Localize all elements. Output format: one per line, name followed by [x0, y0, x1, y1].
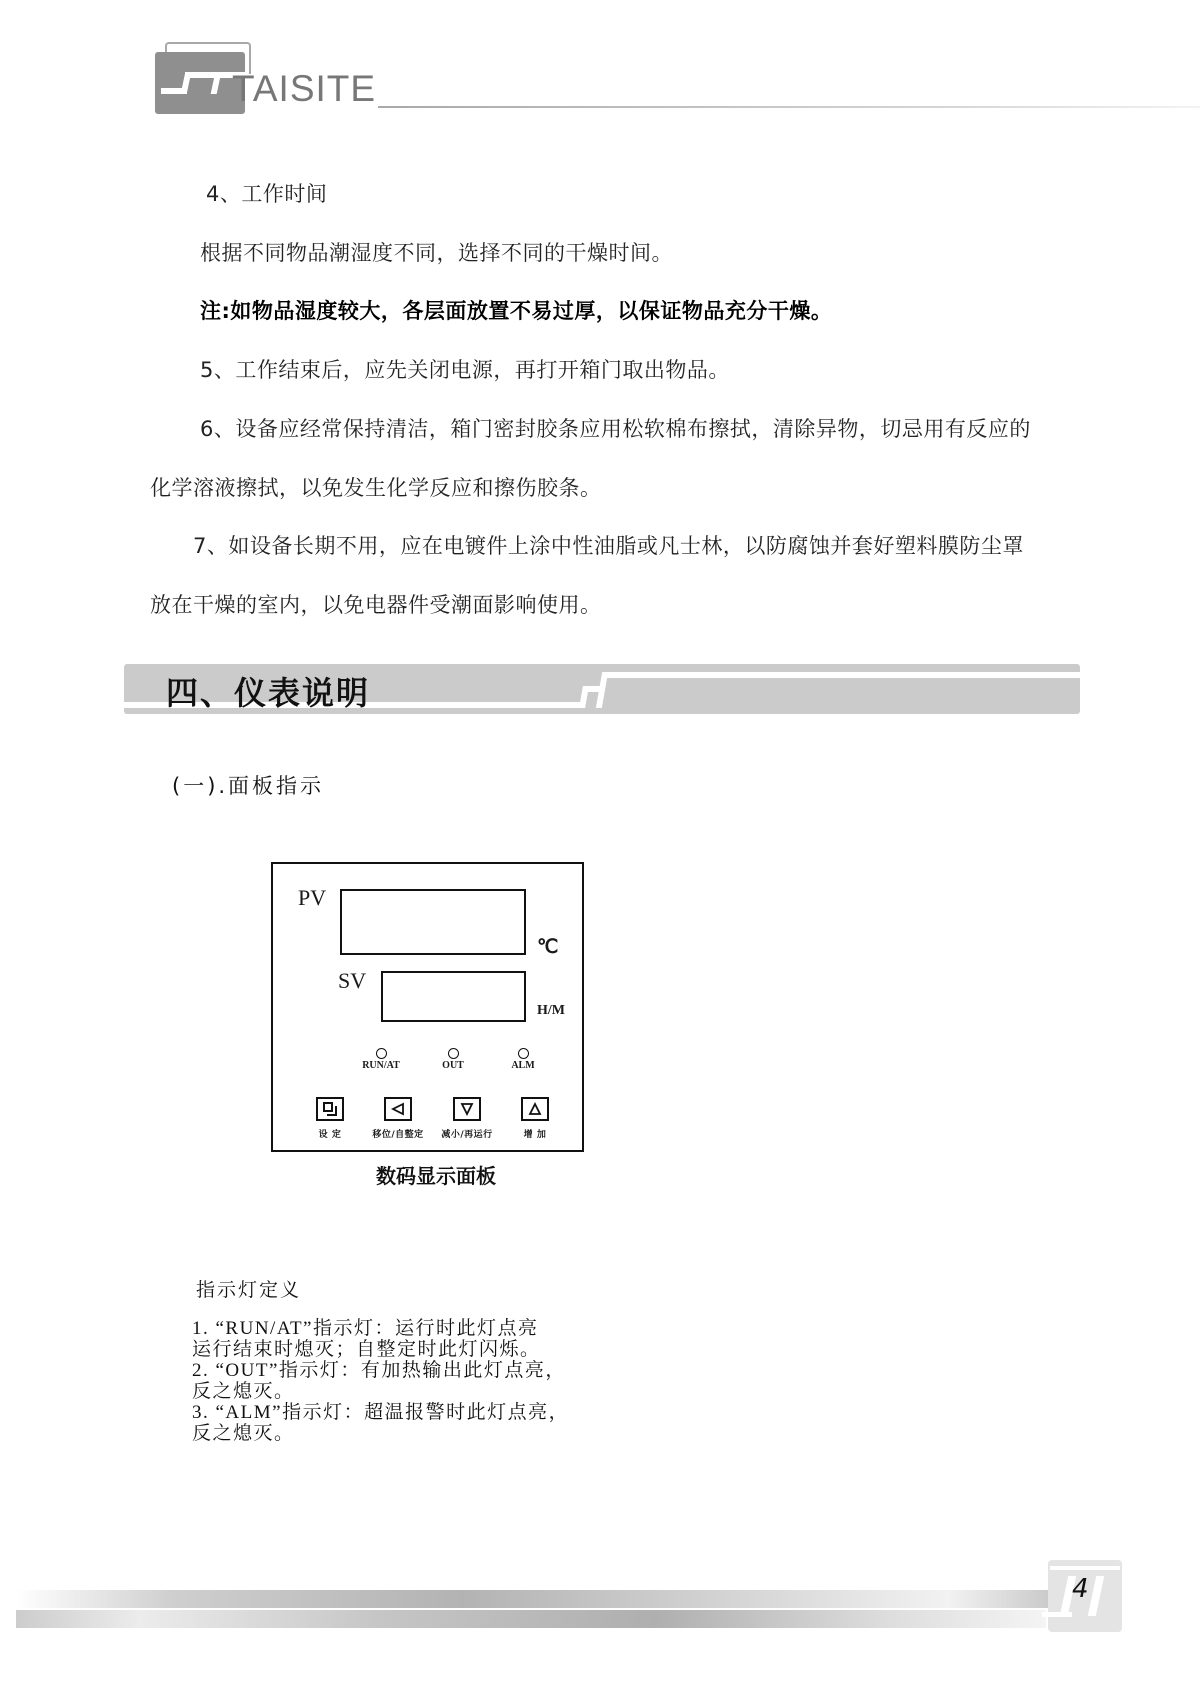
pv-display: [340, 889, 526, 955]
paragraph-item-5: 5、工作结束后，应先关闭电源，再打开箱门取出物品。: [200, 358, 730, 382]
indicator-label-out: OUT: [442, 1060, 464, 1071]
banner-logo-mark-icon: [579, 672, 605, 708]
footer-decor-bar: [16, 1590, 1052, 1608]
led-circle-icon: [448, 1048, 459, 1059]
hm-unit: H/M: [537, 1003, 565, 1018]
indicator-label-run-at: RUN/AT: [362, 1060, 400, 1071]
decrease-key-label: 减小/再运行: [441, 1130, 493, 1140]
paragraph-work-time-heading: 4、工作时间: [206, 182, 328, 206]
page-number: 4: [1072, 1574, 1089, 1604]
definition-line: 2. “OUT”指示灯：有加热输出此灯点亮，: [192, 1360, 566, 1381]
subsection-heading: (一).面板指示: [172, 774, 325, 798]
set-squares-icon: [323, 1102, 337, 1116]
increase-key: [521, 1097, 549, 1121]
indicator-label-alm: ALM: [511, 1060, 535, 1071]
footer-decor-bar: [16, 1610, 1046, 1628]
definition-line: 运行结束时熄灭；自整定时此灯闪烁。: [192, 1339, 541, 1360]
definition-line: 反之熄灭。: [192, 1381, 295, 1402]
increase-key-label: 增 加: [523, 1130, 547, 1140]
paragraph-note: 注:如物品湿度较大，各层面放置不易过厚，以保证物品充分干燥。: [200, 299, 833, 323]
shift-key-label: 移位/自整定: [372, 1130, 424, 1140]
sv-label: SV: [338, 968, 367, 993]
triangle-down-icon: [460, 1102, 474, 1116]
sv-display: [381, 971, 526, 1022]
triangle-left-icon: [391, 1102, 405, 1116]
definition-line: 3. “ALM”指示灯：超温报警时此灯点亮，: [192, 1402, 570, 1423]
shift-key: [384, 1097, 412, 1121]
set-key: [316, 1097, 344, 1121]
definition-line: 反之熄灭。: [192, 1423, 295, 1444]
controller-panel-diagram: [271, 862, 584, 1152]
led-circle-icon: [518, 1048, 529, 1059]
paragraph-item-6: 6、设备应经常保持清洁，箱门密封胶条应用松软棉布擦拭，清除异物，切忌用有反应的: [200, 417, 1031, 441]
panel-caption: 数码显示面板: [376, 1164, 496, 1188]
footer-logo-icon: [1042, 1560, 1122, 1632]
paragraph-item-6-cont: 化学溶液擦拭，以免发生化学反应和擦伤胶条。: [150, 476, 602, 500]
brand-name: TAISITE: [232, 68, 377, 109]
definition-line: 1. “RUN/AT”指示灯：运行时此灯点亮: [192, 1318, 539, 1339]
section-title: 四、仪表说明: [166, 674, 371, 712]
paragraph-work-time: 根据不同物品潮湿度不同，选择不同的干燥时间。: [200, 241, 673, 265]
indicator-definitions-title: 指示灯定义: [196, 1279, 302, 1301]
led-circle-icon: [376, 1048, 387, 1059]
decrease-key: [453, 1097, 481, 1121]
paragraph-item-7: 7、如设备长期不用，应在电镀件上涂中性油脂或凡士林，以防腐蚀并套好塑料膜防尘罩: [193, 534, 1024, 558]
celsius-unit: ℃: [537, 937, 559, 958]
triangle-up-icon: [528, 1102, 542, 1116]
paragraph-item-7-cont: 放在干燥的室内，以免电器件受潮面影响使用。: [150, 593, 602, 617]
pv-label: PV: [298, 885, 327, 910]
set-key-label: 设 定: [318, 1130, 342, 1140]
section-banner: [124, 664, 1080, 714]
indicator-definitions-list: [192, 1318, 569, 1444]
header-divider: [378, 106, 1200, 108]
